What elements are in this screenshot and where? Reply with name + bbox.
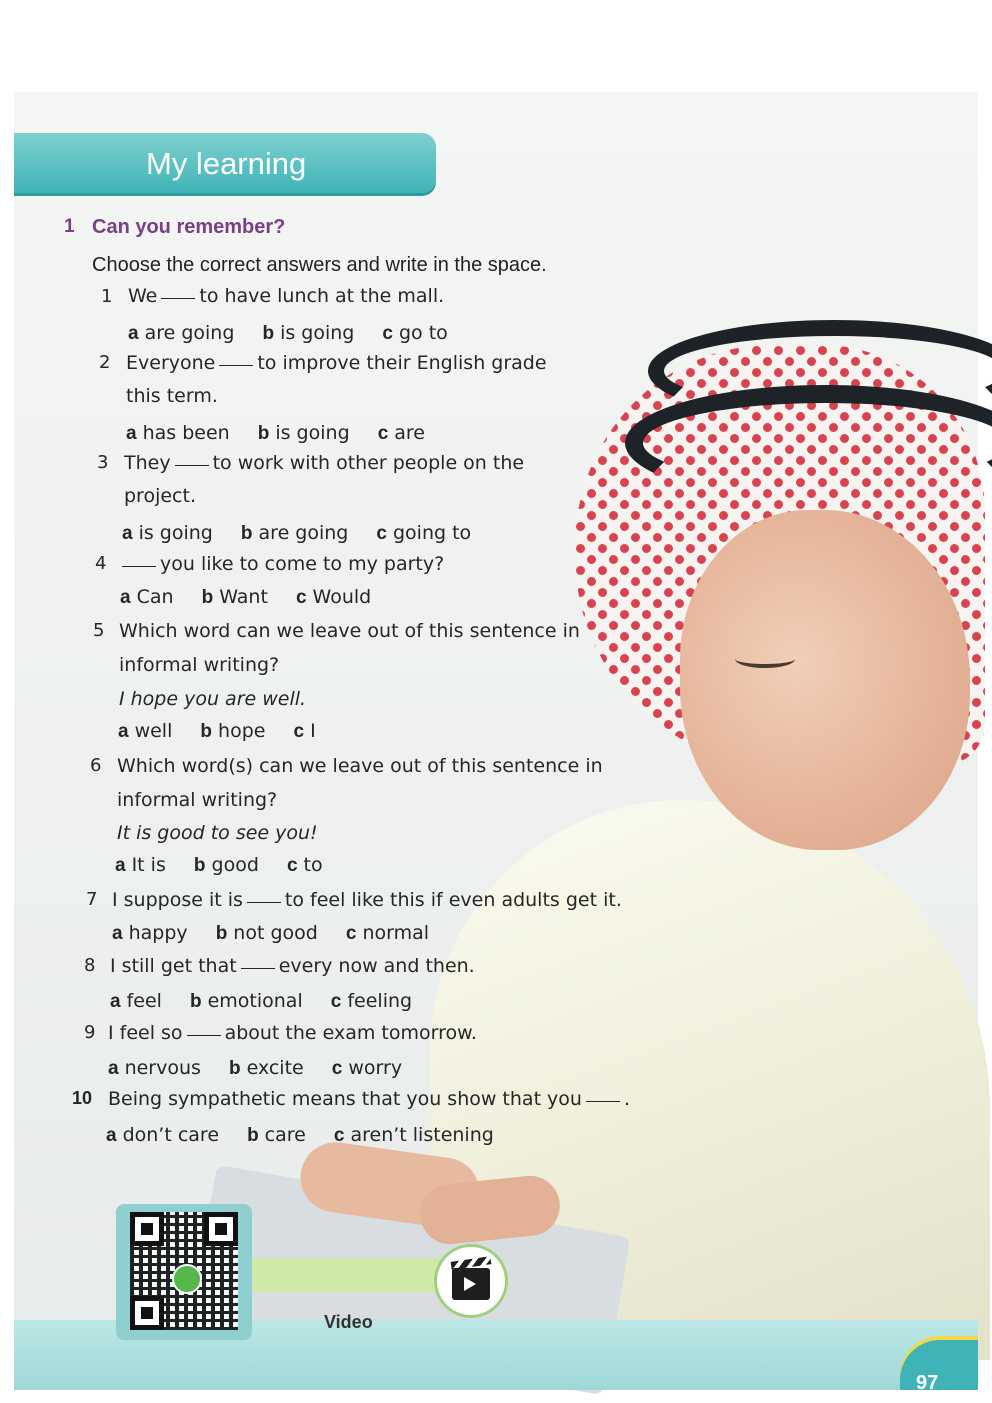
question-number: 3: [97, 452, 109, 473]
option-a[interactable]: a happy: [112, 922, 188, 944]
option-a[interactable]: a don’t care: [106, 1124, 220, 1146]
option-c[interactable]: c feeling: [330, 990, 413, 1012]
question-number: 5: [93, 620, 105, 641]
option-a[interactable]: a has been: [126, 422, 230, 444]
page-number: 97: [916, 1372, 939, 1394]
question-text-line2: informal writing?: [119, 654, 280, 676]
question-number: 4: [95, 553, 107, 574]
question-text-line2: project.: [124, 485, 196, 507]
example-sentence: I hope you are well.: [119, 688, 307, 710]
question-text: They to work with other people on the: [124, 452, 525, 474]
question-text: you like to come to my party?: [118, 553, 444, 575]
qr-finder-icon: [130, 1212, 164, 1246]
option-c[interactable]: c Would: [295, 586, 372, 608]
answer-options: [108, 1057, 424, 1080]
page-title: My learning: [146, 146, 307, 181]
answer-blank[interactable]: [161, 298, 195, 299]
question-number: 8: [84, 955, 96, 976]
question-number: 6: [90, 755, 102, 776]
question-number: 10: [72, 1088, 93, 1108]
question-text: We to have lunch at the mall.: [128, 285, 445, 307]
option-c[interactable]: c go to: [382, 322, 448, 344]
option-a[interactable]: a are going: [128, 322, 235, 344]
answer-options: [120, 586, 393, 609]
answer-options: [122, 522, 493, 545]
option-a[interactable]: a feel: [110, 990, 162, 1012]
question-number: 7: [86, 889, 98, 910]
question-text: Everyone to improve their English grade: [126, 352, 547, 374]
answer-blank[interactable]: [247, 902, 281, 903]
question-text-line2: informal writing?: [117, 789, 278, 811]
option-b[interactable]: b excite: [228, 1057, 304, 1079]
option-c[interactable]: c going to: [376, 522, 472, 544]
answer-blank[interactable]: [187, 1035, 221, 1036]
question-text: I feel so about the exam tomorrow.: [108, 1022, 477, 1044]
question-text: Which word can we leave out of this sentence in: [119, 620, 580, 642]
question-number: 9: [84, 1022, 96, 1043]
option-c[interactable]: c normal: [345, 922, 430, 944]
video-label: Video: [324, 1312, 373, 1332]
play-icon: [464, 1277, 476, 1291]
option-c[interactable]: c to: [286, 854, 323, 876]
section-number: 1: [64, 216, 75, 237]
option-a[interactable]: a is going: [122, 522, 213, 544]
option-b[interactable]: b Want: [201, 586, 268, 608]
option-c[interactable]: c I: [293, 720, 316, 742]
answer-blank[interactable]: [122, 566, 156, 567]
option-c[interactable]: c aren’t listening: [333, 1124, 494, 1146]
instructions: Choose the correct answers and write in the space.: [92, 254, 547, 276]
question-text: Being sympathetic means that you show that you .: [108, 1088, 631, 1110]
option-b[interactable]: b emotional: [189, 990, 303, 1012]
answer-blank[interactable]: [175, 465, 209, 466]
answer-options: [126, 422, 447, 445]
answer-blank[interactable]: [586, 1101, 620, 1102]
video-bar: [252, 1258, 452, 1292]
answer-options: [106, 1124, 516, 1147]
qr-finder-icon: [130, 1296, 164, 1330]
question-text: I suppose it is to feel like this if even adults get it.: [112, 889, 622, 911]
section-title: Can you remember?: [92, 216, 286, 238]
option-b[interactable]: b is going: [262, 322, 355, 344]
question-text: I still get that every now and then.: [110, 955, 475, 977]
question-number: 1: [101, 286, 113, 307]
option-c[interactable]: c are: [377, 422, 425, 444]
option-c[interactable]: c worry: [331, 1057, 403, 1079]
example-sentence: It is good to see you!: [117, 822, 318, 844]
answer-options: [118, 720, 338, 743]
option-b[interactable]: b are going: [240, 522, 349, 544]
question-text-line2: this term.: [126, 385, 218, 407]
option-b[interactable]: b care: [247, 1124, 306, 1146]
answer-options: [112, 922, 451, 945]
answer-options: [110, 990, 434, 1013]
question-number: 2: [99, 352, 111, 373]
option-b[interactable]: b not good: [215, 922, 318, 944]
option-a[interactable]: a It is: [115, 854, 166, 876]
option-a[interactable]: a nervous: [108, 1057, 201, 1079]
option-a[interactable]: a Can: [120, 586, 174, 608]
option-a[interactable]: a well: [118, 720, 173, 742]
answer-options: [115, 854, 345, 877]
option-b[interactable]: b is going: [257, 422, 350, 444]
answer-options: [128, 322, 470, 345]
option-b[interactable]: b good: [193, 854, 259, 876]
option-b[interactable]: b hope: [200, 720, 266, 742]
tap-hand-icon: [172, 1264, 202, 1294]
question-text: Which word(s) can we leave out of this sentence in: [117, 755, 603, 777]
qr-finder-icon: [204, 1212, 238, 1246]
answer-blank[interactable]: [219, 365, 253, 366]
answer-blank[interactable]: [241, 968, 275, 969]
